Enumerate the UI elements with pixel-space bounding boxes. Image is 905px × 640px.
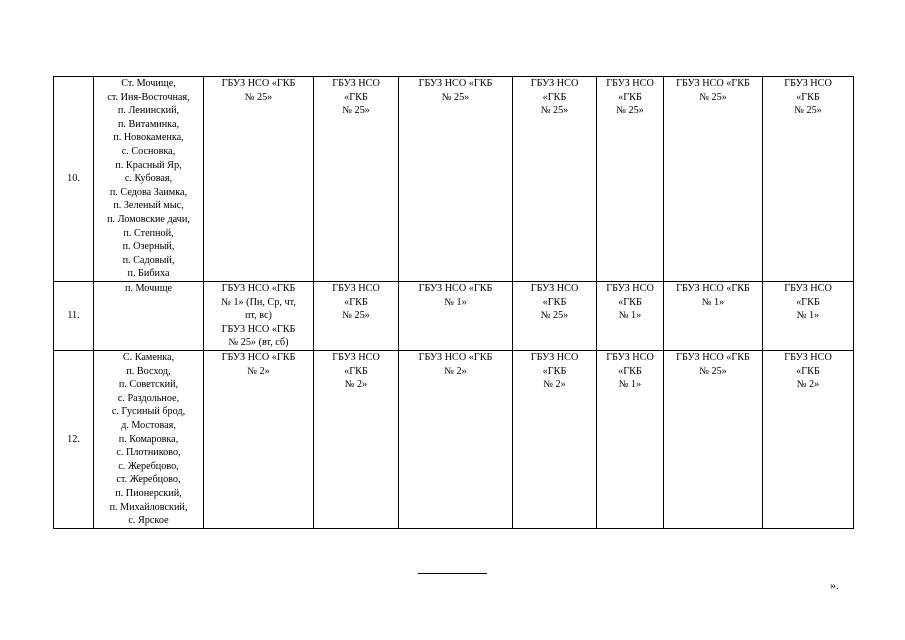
hospital-cell: ГБУЗ НСО «ГКБ № 1» [664,282,763,351]
settlements-cell: С. Каменка, п. Восход, п. Советский, с. Раздольное, с. Гусиный брод, д. Мостовая, п. Комаровка, с. Плотниково, с. Жеребцово, ст. Жеребцово, п. Пионерский, п. Михайловский, с. Ярское [94,350,204,528]
hospital-cell: ГБУЗ НСО «ГКБ № 2» [399,350,513,528]
hospital-cell: ГБУЗ НСО «ГКБ № 1» [763,282,854,351]
footnote-separator-line [418,573,487,574]
hospital-cell: ГБУЗ НСО «ГКБ № 25» [314,282,399,351]
settlements-cell: Ст. Мочище, ст. Иня-Восточная, п. Ленинский, п. Витаминка, п. Новокаменка, с. Сосновка, п. Красный Яр, с. Кубовая, п. Седова Заимка, п. Зеленый мыс, п. Ломовские дачи, п. Степной, п. Озерный, п. Садовый, п. Бибиха [94,77,204,282]
hospital-cell: ГБУЗ НСО «ГКБ № 2» [763,350,854,528]
settlements-cell: п. Мочище [94,282,204,351]
hospital-cell: ГБУЗ НСО «ГКБ № 1» [597,350,664,528]
hospital-cell: ГБУЗ НСО «ГКБ № 25» [513,282,597,351]
hospital-cell: ГБУЗ НСО «ГКБ № 1» [597,282,664,351]
hospital-cell: ГБУЗ НСО «ГКБ № 25» [763,77,854,282]
table-row [54,77,854,282]
hospital-cell: ГБУЗ НСО «ГКБ № 2» [204,350,314,528]
hospital-cell: ГБУЗ НСО «ГКБ № 2» [513,350,597,528]
hospital-cell: ГБУЗ НСО «ГКБ № 25» [664,350,763,528]
table-row [54,282,854,351]
hospital-cell: ГБУЗ НСО «ГКБ № 25» [664,77,763,282]
table-row [54,350,854,528]
closing-quote-mark: ». [830,578,839,592]
row-number: 11. [54,282,94,351]
hospital-cell: ГБУЗ НСО «ГКБ № 25» [204,77,314,282]
row-number: 10. [54,77,94,282]
hospital-cell: ГБУЗ НСО «ГКБ № 25» [399,77,513,282]
hospital-cell: ГБУЗ НСО «ГКБ № 25» [597,77,664,282]
hospital-cell: ГБУЗ НСО «ГКБ № 1» [399,282,513,351]
hospital-assignment-table [53,76,854,529]
hospital-cell: ГБУЗ НСО «ГКБ № 25» [513,77,597,282]
row-number: 12. [54,350,94,528]
hospital-cell: ГБУЗ НСО «ГКБ № 1» (Пн, Ср, чт, пт, вс) ГБУЗ НСО «ГКБ № 25» (вт, сб) [204,282,314,351]
hospital-cell: ГБУЗ НСО «ГКБ № 25» [314,77,399,282]
hospital-cell: ГБУЗ НСО «ГКБ № 2» [314,350,399,528]
